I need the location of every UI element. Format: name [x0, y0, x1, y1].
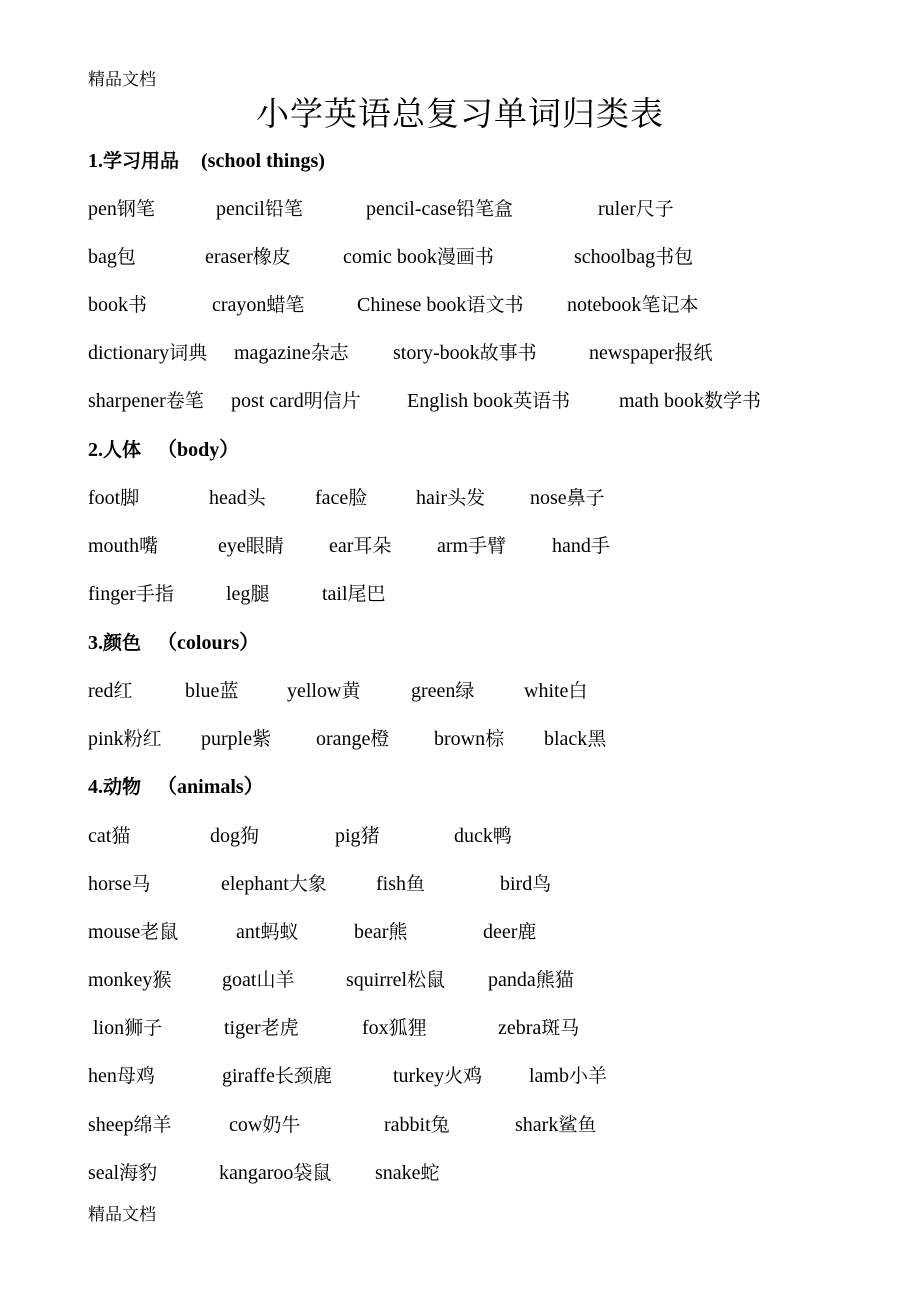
word-english: tiger — [224, 1017, 261, 1039]
word-pair — [524, 676, 587, 706]
section-heading-animals — [88, 772, 264, 802]
word-pair — [210, 821, 259, 851]
word-english: face — [315, 487, 349, 509]
word-pair — [226, 579, 269, 609]
word-english: pencil — [216, 198, 265, 220]
word-chinese: 蓝 — [219, 680, 239, 702]
word-pair — [416, 483, 485, 513]
word-chinese: 斑马 — [541, 1017, 580, 1039]
word-chinese: 卷笔 — [165, 390, 204, 412]
page-title: 小学英语总复习单词归类表 — [256, 94, 664, 133]
word-pair — [454, 821, 512, 851]
word-pair — [362, 1013, 427, 1043]
word-chinese: 鼻子 — [566, 487, 605, 509]
word-pair — [88, 1158, 157, 1188]
word-pair — [434, 724, 504, 754]
word-pair — [222, 1061, 332, 1091]
word-pair — [322, 579, 386, 609]
word-english: sheep — [88, 1114, 134, 1136]
word-pair — [393, 1061, 482, 1091]
word-pair — [201, 724, 271, 754]
word-pair — [88, 965, 171, 995]
heading-chinese: 人体 — [103, 439, 142, 461]
word-pair — [315, 483, 367, 513]
word-english: Chinese book — [357, 294, 467, 316]
word-chinese: 狮子 — [124, 1017, 163, 1039]
word-chinese: 兔 — [430, 1114, 450, 1136]
word-chinese: 狗 — [240, 825, 260, 847]
word-pair — [88, 821, 130, 851]
word-pair — [88, 194, 155, 224]
word-chinese: 白 — [568, 680, 588, 702]
heading-english: (school things) — [201, 150, 325, 172]
word-pair — [589, 338, 713, 368]
word-english: kangaroo — [219, 1162, 294, 1184]
word-english: schoolbag — [574, 246, 656, 268]
word-chinese: 松鼠 — [407, 969, 446, 991]
word-english: panda — [488, 969, 536, 991]
heading-number: 4. — [88, 776, 103, 798]
word-english: black — [544, 728, 588, 750]
word-english: rabbit — [384, 1114, 431, 1136]
word-chinese: 红 — [113, 680, 133, 702]
word-english: head — [209, 487, 247, 509]
word-english: purple — [201, 728, 253, 750]
word-chinese: 铅笔 — [264, 198, 303, 220]
word-pair — [384, 1110, 450, 1140]
header-watermark: 精品文档 — [88, 70, 156, 90]
word-english: nose — [530, 487, 567, 509]
word-pair — [500, 869, 551, 899]
heading-chinese: 动物 — [103, 776, 142, 798]
word-pair — [221, 869, 327, 899]
word-chinese: 猫 — [111, 825, 131, 847]
word-english: bird — [500, 873, 533, 895]
word-pair — [88, 242, 136, 272]
word-pair — [619, 386, 761, 416]
word-pair — [88, 338, 207, 368]
word-chinese: 蜡笔 — [266, 294, 305, 316]
word-chinese: 紫 — [252, 728, 272, 750]
word-chinese: 头发 — [447, 487, 486, 509]
word-english: brown — [434, 728, 486, 750]
word-english: tail — [322, 583, 348, 605]
word-pair — [329, 531, 391, 561]
word-english: zebra — [498, 1017, 542, 1039]
word-chinese: 英语书 — [513, 390, 571, 412]
heading-number: 1. — [88, 150, 103, 172]
word-chinese: 马 — [131, 873, 151, 895]
word-english: pen — [88, 198, 117, 220]
word-english: magazine — [234, 342, 311, 364]
word-pair — [376, 869, 425, 899]
word-pair — [515, 1110, 596, 1140]
word-english: hen — [88, 1065, 117, 1087]
word-pair — [205, 242, 291, 272]
word-english: pig — [335, 825, 361, 847]
word-english: ruler — [598, 198, 636, 220]
word-chinese: 绿 — [455, 680, 475, 702]
word-chinese: 脚 — [120, 487, 140, 509]
word-english: English book — [407, 390, 514, 412]
word-chinese: 脸 — [348, 487, 368, 509]
heading-chinese: 颜色 — [103, 632, 142, 654]
word-chinese: 山羊 — [256, 969, 295, 991]
word-english: arm — [437, 535, 469, 557]
word-chinese: 数学书 — [704, 390, 762, 412]
word-pair — [88, 386, 204, 416]
word-chinese: 大象 — [288, 873, 327, 895]
word-chinese: 蚂蚁 — [260, 921, 299, 943]
word-chinese: 老虎 — [260, 1017, 299, 1039]
word-chinese: 明信片 — [303, 390, 361, 412]
word-english: giraffe — [222, 1065, 275, 1087]
word-english: green — [411, 680, 456, 702]
word-english: mouse — [88, 921, 141, 943]
word-pair — [375, 1158, 440, 1188]
word-english: orange — [316, 728, 371, 750]
word-english: blue — [185, 680, 220, 702]
word-chinese: 鹿 — [517, 921, 537, 943]
word-english: story-book — [393, 342, 480, 364]
word-chinese: 眼睛 — [245, 535, 284, 557]
word-chinese: 鸟 — [532, 873, 552, 895]
heading-chinese: 学习用品 — [103, 150, 180, 172]
word-english: newspaper — [589, 342, 675, 364]
word-pair — [483, 917, 536, 947]
word-chinese: 腿 — [250, 583, 270, 605]
word-chinese: 狐狸 — [388, 1017, 427, 1039]
word-chinese: 蛇 — [420, 1162, 440, 1184]
word-english: fish — [376, 873, 406, 895]
word-english: sharpener — [88, 390, 166, 412]
word-english: goat — [222, 969, 257, 991]
word-english: hair — [416, 487, 448, 509]
heading-english: （animals） — [157, 776, 264, 798]
word-english: foot — [88, 487, 121, 509]
word-pair — [88, 531, 158, 561]
word-chinese: 黄 — [341, 680, 361, 702]
word-pair — [224, 1013, 299, 1043]
word-english: comic book — [343, 246, 437, 268]
heading-number: 2. — [88, 439, 103, 461]
word-pair — [236, 917, 298, 947]
word-english: bag — [88, 246, 117, 268]
word-pair — [316, 724, 389, 754]
word-chinese: 杂志 — [310, 342, 349, 364]
word-pair — [88, 869, 150, 899]
word-english: cat — [88, 825, 112, 847]
word-pair — [209, 483, 266, 513]
word-pair — [335, 821, 380, 851]
word-chinese: 笔记本 — [641, 294, 699, 316]
word-pair — [498, 1013, 579, 1043]
word-english: deer — [483, 921, 518, 943]
word-pair — [574, 242, 693, 272]
word-pair — [216, 194, 303, 224]
word-english: eye — [218, 535, 246, 557]
word-pair — [411, 676, 474, 706]
word-pair — [346, 965, 445, 995]
word-english: leg — [226, 583, 251, 605]
word-chinese: 小羊 — [569, 1065, 608, 1087]
word-pair — [88, 1061, 155, 1091]
word-pair — [88, 676, 133, 706]
word-pair — [357, 290, 523, 320]
word-pair — [229, 1110, 300, 1140]
word-chinese: 手臂 — [468, 535, 507, 557]
heading-english: （colours） — [157, 632, 260, 654]
word-chinese: 熊猫 — [535, 969, 574, 991]
word-pair — [219, 1158, 331, 1188]
word-english: pencil-case — [366, 198, 456, 220]
word-chinese: 海豹 — [119, 1162, 158, 1184]
word-pair — [185, 676, 238, 706]
word-chinese: 钢笔 — [116, 198, 155, 220]
word-chinese: 黑 — [587, 728, 607, 750]
word-chinese: 手 — [590, 535, 610, 557]
word-english: squirrel — [346, 969, 408, 991]
word-english: mouth — [88, 535, 140, 557]
word-chinese: 鸭 — [492, 825, 512, 847]
word-english: fox — [362, 1017, 389, 1039]
word-english: ant — [236, 921, 261, 943]
word-pair — [218, 531, 284, 561]
word-pair — [222, 965, 294, 995]
word-english: post card — [231, 390, 304, 412]
word-english: monkey — [88, 969, 153, 991]
word-english: lion — [93, 1017, 125, 1039]
word-pair — [488, 965, 574, 995]
word-chinese: 尺子 — [635, 198, 674, 220]
word-english: duck — [454, 825, 493, 847]
word-chinese: 词典 — [169, 342, 208, 364]
word-english: shark — [515, 1114, 559, 1136]
word-chinese: 语文书 — [466, 294, 524, 316]
word-english: book — [88, 294, 128, 316]
word-pair — [93, 1013, 162, 1043]
word-pair — [88, 290, 147, 320]
word-english: dictionary — [88, 342, 170, 364]
word-english: seal — [88, 1162, 120, 1184]
word-pair — [393, 338, 537, 368]
word-chinese: 手指 — [135, 583, 174, 605]
word-chinese: 鲨鱼 — [558, 1114, 597, 1136]
word-english: white — [524, 680, 569, 702]
word-english: finger — [88, 583, 136, 605]
word-chinese: 书 — [128, 294, 148, 316]
word-chinese: 漫画书 — [436, 246, 494, 268]
word-chinese: 粉红 — [123, 728, 162, 750]
word-pair — [287, 676, 360, 706]
word-chinese: 头 — [246, 487, 266, 509]
word-english: horse — [88, 873, 132, 895]
word-english: lamb — [529, 1065, 569, 1087]
heading-number: 3. — [88, 632, 103, 654]
word-english: ear — [329, 535, 354, 557]
word-chinese: 鱼 — [406, 873, 426, 895]
word-chinese: 猴 — [152, 969, 172, 991]
word-chinese: 尾巴 — [347, 583, 386, 605]
word-chinese: 橡皮 — [252, 246, 291, 268]
word-english: elephant — [221, 873, 289, 895]
word-english: dog — [210, 825, 240, 847]
word-pair — [88, 1110, 172, 1140]
word-pair — [88, 579, 174, 609]
word-chinese: 绵羊 — [133, 1114, 172, 1136]
word-english: math book — [619, 390, 704, 412]
word-chinese: 报纸 — [674, 342, 713, 364]
footer-watermark: 精品文档 — [88, 1205, 156, 1225]
word-chinese: 老鼠 — [140, 921, 179, 943]
word-pair — [407, 386, 570, 416]
word-chinese: 母鸡 — [116, 1065, 155, 1087]
word-chinese: 长颈鹿 — [274, 1065, 332, 1087]
word-english: yellow — [287, 680, 342, 702]
word-english: cow — [229, 1114, 263, 1136]
word-english: eraser — [205, 246, 253, 268]
word-chinese: 熊 — [388, 921, 408, 943]
word-chinese: 棕 — [485, 728, 505, 750]
word-english: pink — [88, 728, 124, 750]
word-pair — [88, 483, 139, 513]
word-english: snake — [375, 1162, 421, 1184]
word-pair — [529, 1061, 607, 1091]
word-pair — [354, 917, 407, 947]
word-english: notebook — [567, 294, 642, 316]
heading-english: （body） — [157, 439, 240, 461]
word-chinese: 橙 — [370, 728, 390, 750]
word-english: crayon — [212, 294, 267, 316]
word-pair — [598, 194, 674, 224]
word-pair — [437, 531, 506, 561]
word-chinese: 袋鼠 — [293, 1162, 332, 1184]
word-chinese: 包 — [116, 246, 136, 268]
word-chinese: 嘴 — [139, 535, 159, 557]
word-chinese: 书包 — [655, 246, 694, 268]
section-heading-body — [88, 435, 239, 465]
word-pair — [544, 724, 606, 754]
section-heading-school-things — [88, 146, 325, 176]
section-heading-colours — [88, 628, 259, 658]
word-english: bear — [354, 921, 389, 943]
word-chinese: 奶牛 — [262, 1114, 301, 1136]
word-pair — [212, 290, 304, 320]
word-pair — [231, 386, 361, 416]
word-pair — [567, 290, 698, 320]
word-pair — [552, 531, 610, 561]
word-pair — [88, 724, 162, 754]
word-pair — [343, 242, 494, 272]
word-pair — [88, 917, 178, 947]
word-english: hand — [552, 535, 591, 557]
word-pair — [234, 338, 349, 368]
word-chinese: 故事书 — [479, 342, 537, 364]
word-chinese: 火鸡 — [444, 1065, 483, 1087]
word-english: red — [88, 680, 114, 702]
word-english: turkey — [393, 1065, 445, 1087]
word-chinese: 耳朵 — [353, 535, 392, 557]
word-pair — [530, 483, 605, 513]
word-pair — [366, 194, 513, 224]
word-chinese: 猪 — [360, 825, 380, 847]
word-chinese: 铅笔盒 — [455, 198, 513, 220]
